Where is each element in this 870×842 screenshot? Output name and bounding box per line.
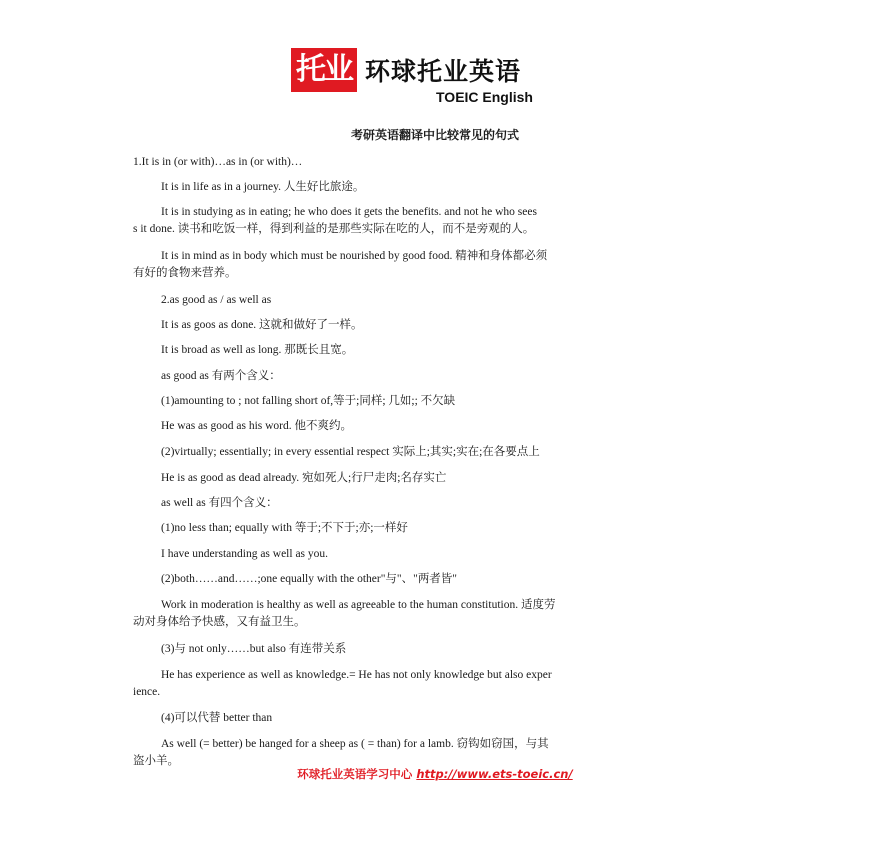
text-line: 动对身体给予快感，又有益卫生。 — [133, 616, 306, 628]
text-line: He was as good as his word. 他不爽约。 — [161, 420, 353, 432]
footer — [0, 766, 870, 782]
text-line: It is in mind as in body which must be nourished by good food. 精神和身体都必须 — [161, 250, 548, 262]
logo — [291, 48, 581, 110]
text-line: It is in studying as in eating; he who does it gets the benefits. and not he who sees — [161, 206, 537, 218]
footer-link[interactable]: http://www.ets-toeic.cn/ — [416, 767, 573, 781]
text-line: s it done. 读书和吃饭一样，得到利益的是那些实际在吃的人，而不是旁观的人。 — [133, 223, 535, 235]
text-line: It is broad as well as long. 那既长且宽。 — [161, 344, 354, 356]
text-line: I have understanding as well as you. — [161, 548, 329, 560]
text-line: It is in life as in a journey. 人生好比旅途。 — [161, 181, 365, 193]
document-title: 考研英语翻译中比较常见的句式 — [350, 128, 519, 142]
text-line: As well (= better) be hanged for a sheep as ( = than) for a lamb. 窃钩如窃国，与其 — [161, 738, 549, 750]
logo-name-cn: 环球托业英语 — [365, 57, 522, 86]
text-line: (3)与 not only……but also 有连带关系 — [161, 643, 347, 655]
logo-name-en: TOEIC English — [436, 89, 533, 105]
text-line: Work in moderation is healthy as well as agreeable to the human constitution. 适度劳 — [161, 599, 556, 611]
text-line: as good as 有两个含义： — [161, 370, 281, 382]
text-line: 2.as good as / as well as — [161, 294, 272, 306]
footer-label: 环球托业英语学习中心 — [297, 767, 413, 781]
text-line: It is as goos as done. 这就和做好了一样。 — [161, 319, 363, 331]
text-line: (2)both……and……;one equally with the other"与"、"两者皆" — [161, 573, 458, 585]
text-line: (1)amounting to ; not falling short of,等于;同样; 几如;; 不欠缺 — [161, 395, 456, 407]
text-line: (2)virtually; essentially; in every essential respect 实际上;其实;实在;在各要点上 — [161, 446, 540, 458]
text-line: He has experience as well as knowledge.= He has not only knowledge but also exper — [161, 669, 552, 681]
logo-mark: 托业 — [291, 48, 357, 92]
text-line: He is as good as dead already. 宛如死人;行尸走肉;名存实亡 — [161, 472, 447, 484]
text-line: (4)可以代替 better than — [161, 712, 273, 724]
text-line: 有好的食物来营养。 — [133, 267, 237, 279]
text-line: 盗小羊。 — [133, 755, 179, 767]
text-line: ience. — [133, 686, 161, 698]
text-line: 1.It is in (or with)…as in (or with)… — [133, 156, 303, 168]
text-line: as well as 有四个含义： — [161, 497, 278, 509]
text-line: (1)no less than; equally with 等于;不下于;亦;一样好 — [161, 522, 408, 534]
